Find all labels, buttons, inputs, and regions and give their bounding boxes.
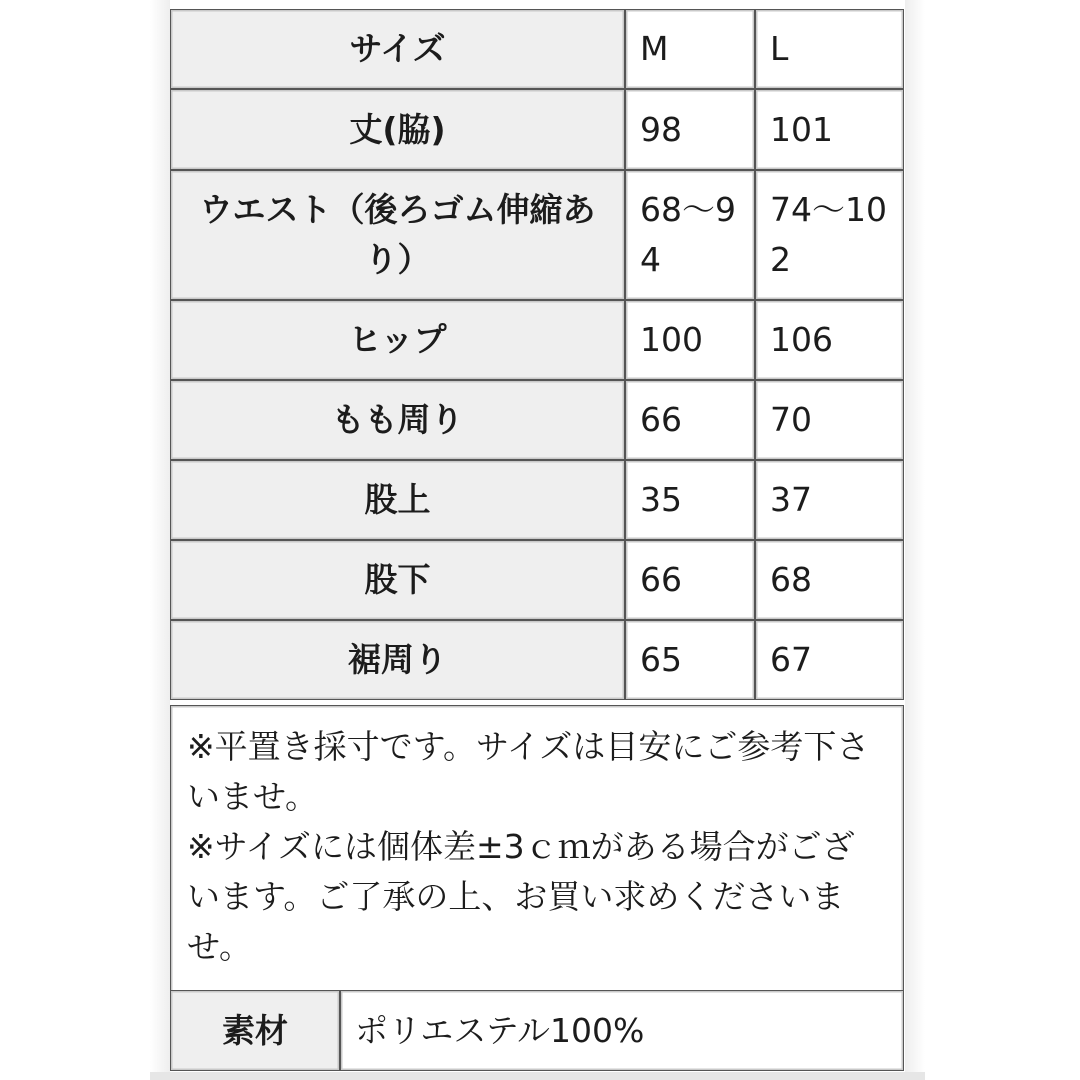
table-row bbox=[170, 170, 904, 300]
row-thigh-l: 70 bbox=[755, 380, 904, 460]
size-header-row bbox=[170, 9, 904, 89]
table-row bbox=[170, 89, 904, 170]
row-waist-m: 68〜94 bbox=[625, 170, 755, 300]
note-measurement: ※平置き採寸です。サイズは目安にご参考下さいませ。 bbox=[187, 727, 870, 816]
size-table bbox=[170, 9, 904, 700]
row-label-waist: ウエスト（後ろゴム伸縮あり） bbox=[170, 170, 625, 300]
row-hem-m: 65 bbox=[625, 620, 755, 700]
table-row bbox=[170, 540, 904, 620]
right-shadow bbox=[905, 0, 925, 1080]
notes-cell bbox=[170, 705, 904, 995]
material-value: ポリエステル100% bbox=[340, 990, 904, 1071]
material-row bbox=[170, 990, 904, 1071]
row-inseam-l: 68 bbox=[755, 540, 904, 620]
row-hem-l: 67 bbox=[755, 620, 904, 700]
size-header-m: M bbox=[625, 9, 755, 89]
row-label-thigh: もも周り bbox=[170, 380, 625, 460]
size-header-label: サイズ bbox=[170, 9, 625, 89]
row-label-hip: ヒップ bbox=[170, 300, 625, 380]
row-length-l: 101 bbox=[755, 89, 904, 170]
bottom-shadow bbox=[150, 1072, 925, 1080]
row-waist-l: 74〜102 bbox=[755, 170, 904, 300]
row-label-length: 丈(脇) bbox=[170, 89, 625, 170]
table-row bbox=[170, 460, 904, 540]
row-hip-m: 100 bbox=[625, 300, 755, 380]
left-shadow bbox=[150, 0, 170, 1080]
row-inseam-m: 66 bbox=[625, 540, 755, 620]
material-table bbox=[170, 990, 904, 1071]
row-label-inseam: 股下 bbox=[170, 540, 625, 620]
row-hip-l: 106 bbox=[755, 300, 904, 380]
notes-table bbox=[170, 705, 904, 995]
notes-row bbox=[170, 705, 904, 995]
row-rise-m: 35 bbox=[625, 460, 755, 540]
table-row bbox=[170, 300, 904, 380]
row-label-rise: 股上 bbox=[170, 460, 625, 540]
table-row bbox=[170, 620, 904, 700]
table-row bbox=[170, 380, 904, 460]
row-rise-l: 37 bbox=[755, 460, 904, 540]
row-label-hem: 裾周り bbox=[170, 620, 625, 700]
row-length-m: 98 bbox=[625, 89, 755, 170]
size-header-l: L bbox=[755, 9, 904, 89]
material-label: 素材 bbox=[170, 990, 340, 1071]
row-thigh-m: 66 bbox=[625, 380, 755, 460]
note-variance: ※サイズには個体差±3ｃｍがある場合がございます。ご了承の上、お買い求めくださいませ。 bbox=[187, 827, 855, 966]
